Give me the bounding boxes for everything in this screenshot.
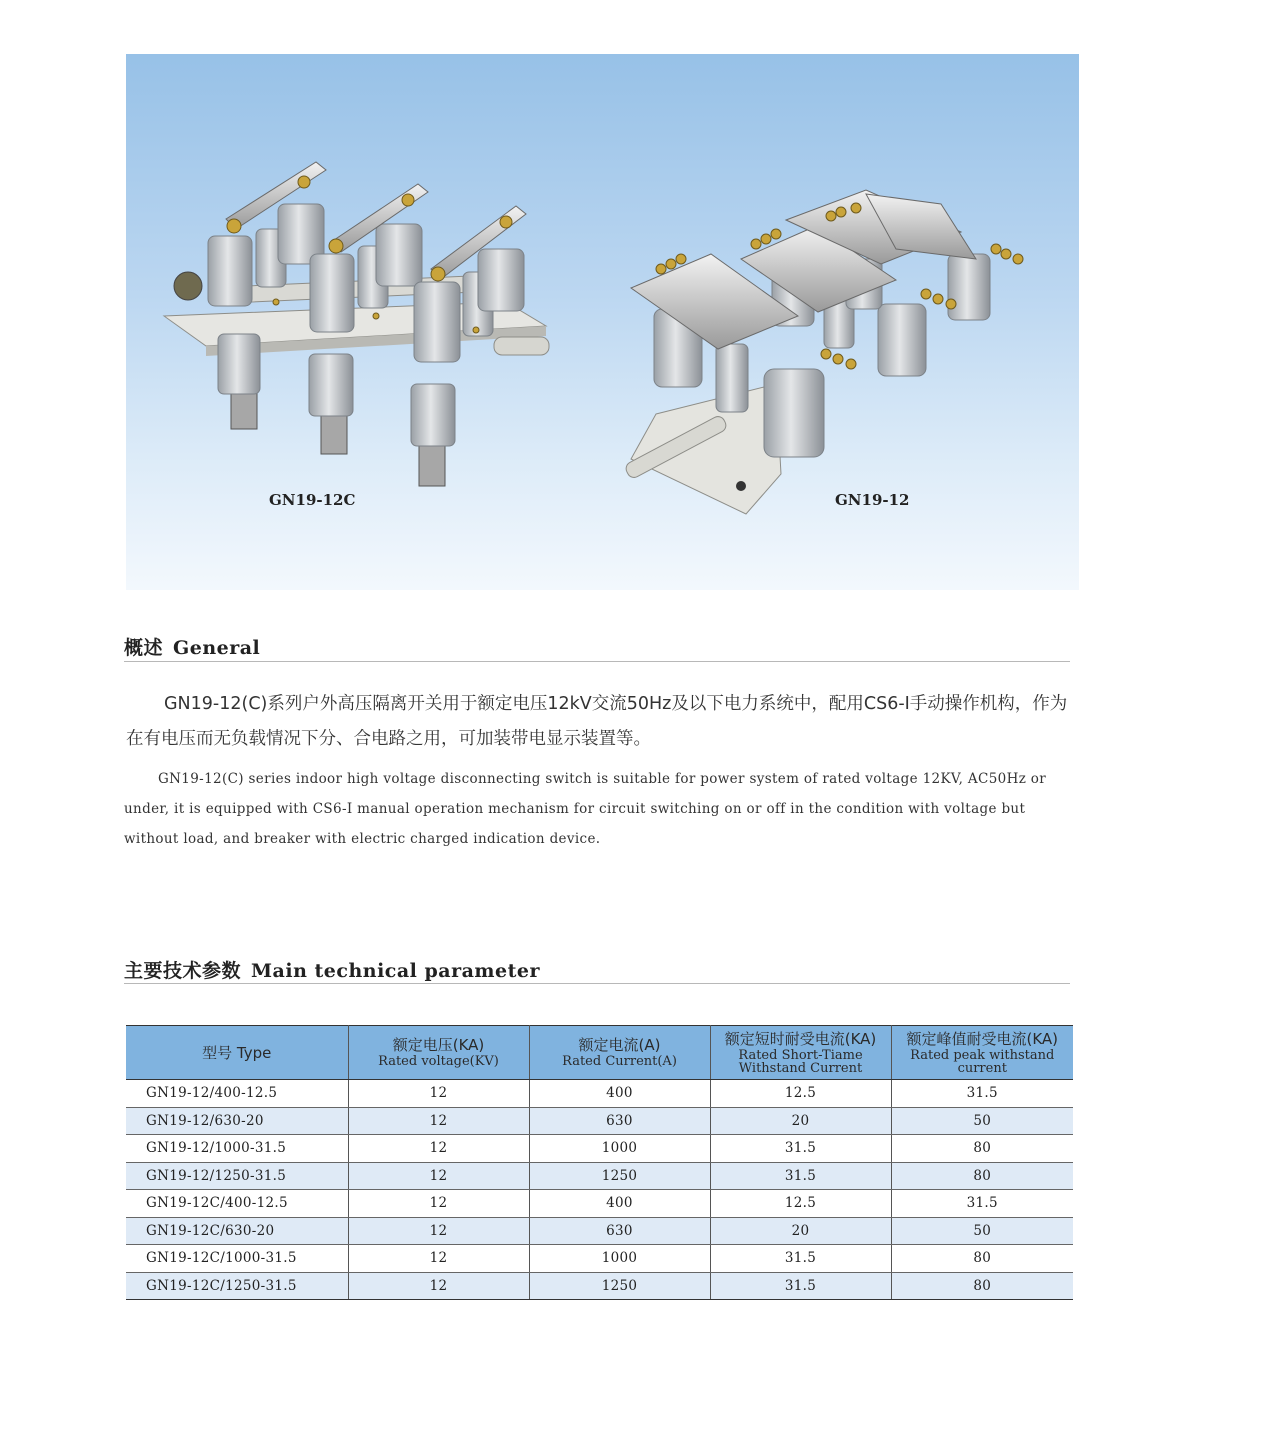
cell-voltage: 12: [348, 1245, 529, 1273]
cell-current: 1000: [529, 1135, 710, 1163]
cell-peak: 80: [891, 1272, 1073, 1300]
cell-current: 1250: [529, 1272, 710, 1300]
cell-type: GN19-12C/1250-31.5: [126, 1272, 348, 1300]
cell-voltage: 12: [348, 1080, 529, 1108]
cell-type: GN19-12C/630-20: [126, 1217, 348, 1245]
general-description-en: GN19-12(C) series indoor high voltage disconnecting switch is suitable for power system of rated voltage 12KV, AC50Hz or under, it is equipped with CS6-Ⅰ manual operation mechanism for circuit switching on or off in the condition with voltage but without load, and breaker with electric charged indication device.: [124, 771, 1047, 847]
gn19-12c-switch-image: [164, 162, 549, 486]
general-section-title: [124, 633, 260, 660]
cell-current: 1000: [529, 1245, 710, 1273]
cell-short-time: 12.5: [710, 1190, 891, 1218]
table-row: [126, 1080, 1073, 1108]
cell-peak: 80: [891, 1245, 1073, 1273]
cell-peak: 31.5: [891, 1080, 1073, 1108]
header-peak-current: 额定峰值耐受电流(KA) Rated peak withstand current: [891, 1026, 1073, 1080]
left-product-caption: GN19-12C: [269, 491, 356, 509]
cell-voltage: 12: [348, 1217, 529, 1245]
header-short-time-current: 额定短时耐受电流(KA) Rated Short-Tiame Withstand Current: [710, 1026, 891, 1080]
params-divider: [124, 983, 1070, 984]
cell-peak: 50: [891, 1107, 1073, 1135]
cell-short-time: 20: [710, 1107, 891, 1135]
cell-current: 1250: [529, 1162, 710, 1190]
general-divider: [124, 661, 1070, 662]
table-row: [126, 1245, 1073, 1273]
general-description-cn: GN19-12(C)系列户外高压隔离开关用于额定电压12kV交流50Hz及以下电力系统中，配用CS6-Ⅰ手动操作机构，作为在有电压而无负载情况下分、合电路之用，可加装带电显示装置等。: [126, 694, 1068, 749]
cell-voltage: 12: [348, 1190, 529, 1218]
cell-type: GN19-12C/400-12.5: [126, 1190, 348, 1218]
product-photo-panel: [126, 54, 1079, 590]
cell-peak: 31.5: [891, 1190, 1073, 1218]
cell-current: 400: [529, 1080, 710, 1108]
cell-peak: 80: [891, 1135, 1073, 1163]
cell-short-time: 31.5: [710, 1135, 891, 1163]
table-row: [126, 1190, 1073, 1218]
cell-type: GN19-12/630-20: [126, 1107, 348, 1135]
general-title-cn: 概述: [124, 637, 164, 659]
cell-type: GN19-12/1000-31.5: [126, 1135, 348, 1163]
cell-short-time: 20: [710, 1217, 891, 1245]
params-title-en: Main technical parameter: [251, 960, 540, 982]
params-section-title: [124, 956, 540, 983]
cell-current: 400: [529, 1190, 710, 1218]
table-row: [126, 1162, 1073, 1190]
table-row: [126, 1135, 1073, 1163]
cell-current: 630: [529, 1107, 710, 1135]
cell-short-time: 31.5: [710, 1272, 891, 1300]
table-row: [126, 1107, 1073, 1135]
table-row: [126, 1217, 1073, 1245]
cell-type: GN19-12/400-12.5: [126, 1080, 348, 1108]
cell-voltage: 12: [348, 1107, 529, 1135]
table-row: [126, 1272, 1073, 1300]
right-product-caption: GN19-12: [835, 491, 910, 509]
cell-short-time: 31.5: [710, 1162, 891, 1190]
header-rated-current: 额定电流(A) Rated Current(A): [529, 1026, 710, 1080]
cell-peak: 50: [891, 1217, 1073, 1245]
cell-short-time: 31.5: [710, 1245, 891, 1273]
header-rated-voltage: 额定电压(KA) Rated voltage(KV): [348, 1026, 529, 1080]
general-title-en: General: [173, 637, 261, 659]
params-title-cn: 主要技术参数: [124, 960, 242, 982]
gn19-12-switch-image: [624, 190, 1023, 514]
cell-type: GN19-12C/1000-31.5: [126, 1245, 348, 1273]
cell-voltage: 12: [348, 1162, 529, 1190]
cell-type: GN19-12/1250-31.5: [126, 1162, 348, 1190]
cell-current: 630: [529, 1217, 710, 1245]
cell-peak: 80: [891, 1162, 1073, 1190]
product-illustration: [126, 54, 1079, 590]
cell-short-time: 12.5: [710, 1080, 891, 1108]
cell-voltage: 12: [348, 1272, 529, 1300]
header-type: 型号 Type: [126, 1026, 348, 1080]
technical-parameter-table: [126, 1025, 1073, 1300]
table-header-row: [126, 1026, 1073, 1080]
cell-voltage: 12: [348, 1135, 529, 1163]
